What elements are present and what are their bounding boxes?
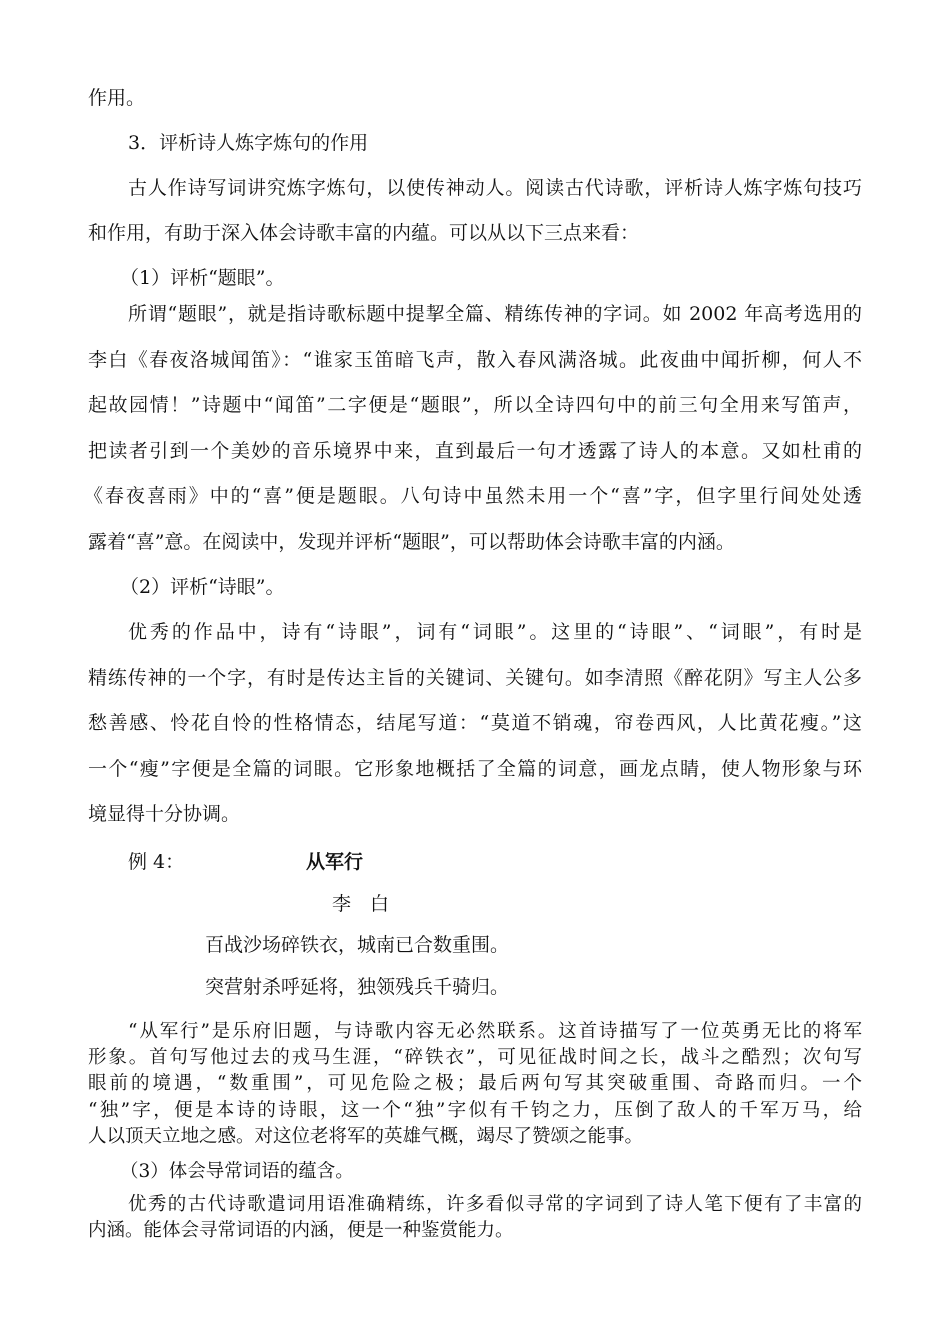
poem-line: 百战沙场碎铁衣，城南已合数重围。 (205, 934, 510, 956)
poem-author: 李 白 (332, 893, 390, 915)
paragraph-line: 作用。 (88, 87, 146, 109)
poem-title: 从军行 (306, 851, 364, 873)
paragraph-line: 内涵。能体会寻常词语的内涵，便是一种鉴赏能力。 (88, 1220, 514, 1241)
paragraph-line: 眼前的境遇，“数重围”，可见危险之极；最后两句写其突破重围、奇路而归。一个 (88, 1073, 862, 1094)
paragraph-line: “从军行”是乐府旧题，与诗歌内容无必然联系。这首诗描写了一位英勇无比的将军 (128, 1021, 862, 1042)
paragraph-line: 露着“喜”意。在阅读中，发现并评析“题眼”，可以帮助体会诗歌丰富的内涵。 (88, 531, 735, 553)
paragraph-line: 起故园情！”诗题中“闻笛”二字便是“题眼”，所以全诗四句中的前三句全用来写笛声， (88, 394, 862, 416)
paragraph-line: 所谓“题眼”，就是指诗歌标题中提挈全篇、精练传神的字词。如 2002 年高考选用的 (128, 303, 862, 325)
paragraph-line: 人以顶天立地之感。对这位老将军的英雄气概，竭尽了赞颂之能事。 (88, 1126, 644, 1147)
paragraph-line: 形象。首句写他过去的戎马生涯，“碎铁衣”，可见征战时间之长，战斗之酷烈；次句写 (88, 1047, 862, 1068)
poem-line: 突营射杀呼延将，独领残兵千骑归。 (205, 976, 510, 998)
paragraph-line: 《春夜喜雨》中的“喜”便是题眼。八句诗中虽然未用一个“喜”字，但字里行间处处透 (84, 485, 862, 507)
subsection-heading: （1）评析“题眼”。 (120, 267, 285, 289)
subsection-heading: （3）体会导常词语的蕴含。 (120, 1161, 354, 1182)
section-heading: 3．评析诗人炼字炼句的作用 (128, 132, 369, 154)
subsection-heading: （2）评析“诗眼”。 (120, 576, 285, 598)
paragraph-line: 优秀的古代诗歌遣词用语准确精练，许多看似寻常的字词到了诗人笔下便有了丰富的 (128, 1194, 862, 1215)
paragraph-line: 优秀的作品中，诗有“诗眼”，词有“词眼”。这里的“诗眼”、“词眼”，有时是 (128, 621, 862, 643)
paragraph-line: 把读者引到一个美妙的音乐境界中来，直到最后一句才透露了诗人的本意。又如杜甫的 (88, 440, 862, 462)
paragraph-line: 古人作诗写词讲究炼字炼句，以使传神动人。阅读古代诗歌，评析诗人炼字炼句技巧 (128, 177, 862, 199)
example-label: 例 4： (128, 851, 185, 873)
paragraph-line: 愁善感、怜花自怜的性格情态，结尾写道：“莫道不销魂，帘卷西风，人比黄花瘦。”这 (88, 712, 862, 734)
paragraph-line: 一个“瘦”字便是全篇的词眼。它形象地概括了全篇的词意，画龙点睛，使人物形象与环 (88, 758, 862, 780)
paragraph-line: 李白《春夜洛城闻笛》：“谁家玉笛暗飞声，散入春风满洛城。此夜曲中闻折柳，何人不 (88, 349, 862, 371)
paragraph-line: 境显得十分协调。 (88, 803, 241, 825)
paragraph-line: “独”字，便是本诗的诗眼，这一个“独”字似有千钧之力，压倒了敌人的千军万马，给 (88, 1100, 862, 1121)
paragraph-line: 精练传神的一个字，有时是传达主旨的关键词、关键句。如李清照《醉花阴》写主人公多 (88, 667, 862, 689)
paragraph-line: 和作用，有助于深入体会诗歌丰富的内蕴。可以从以下三点来看： (88, 222, 640, 244)
